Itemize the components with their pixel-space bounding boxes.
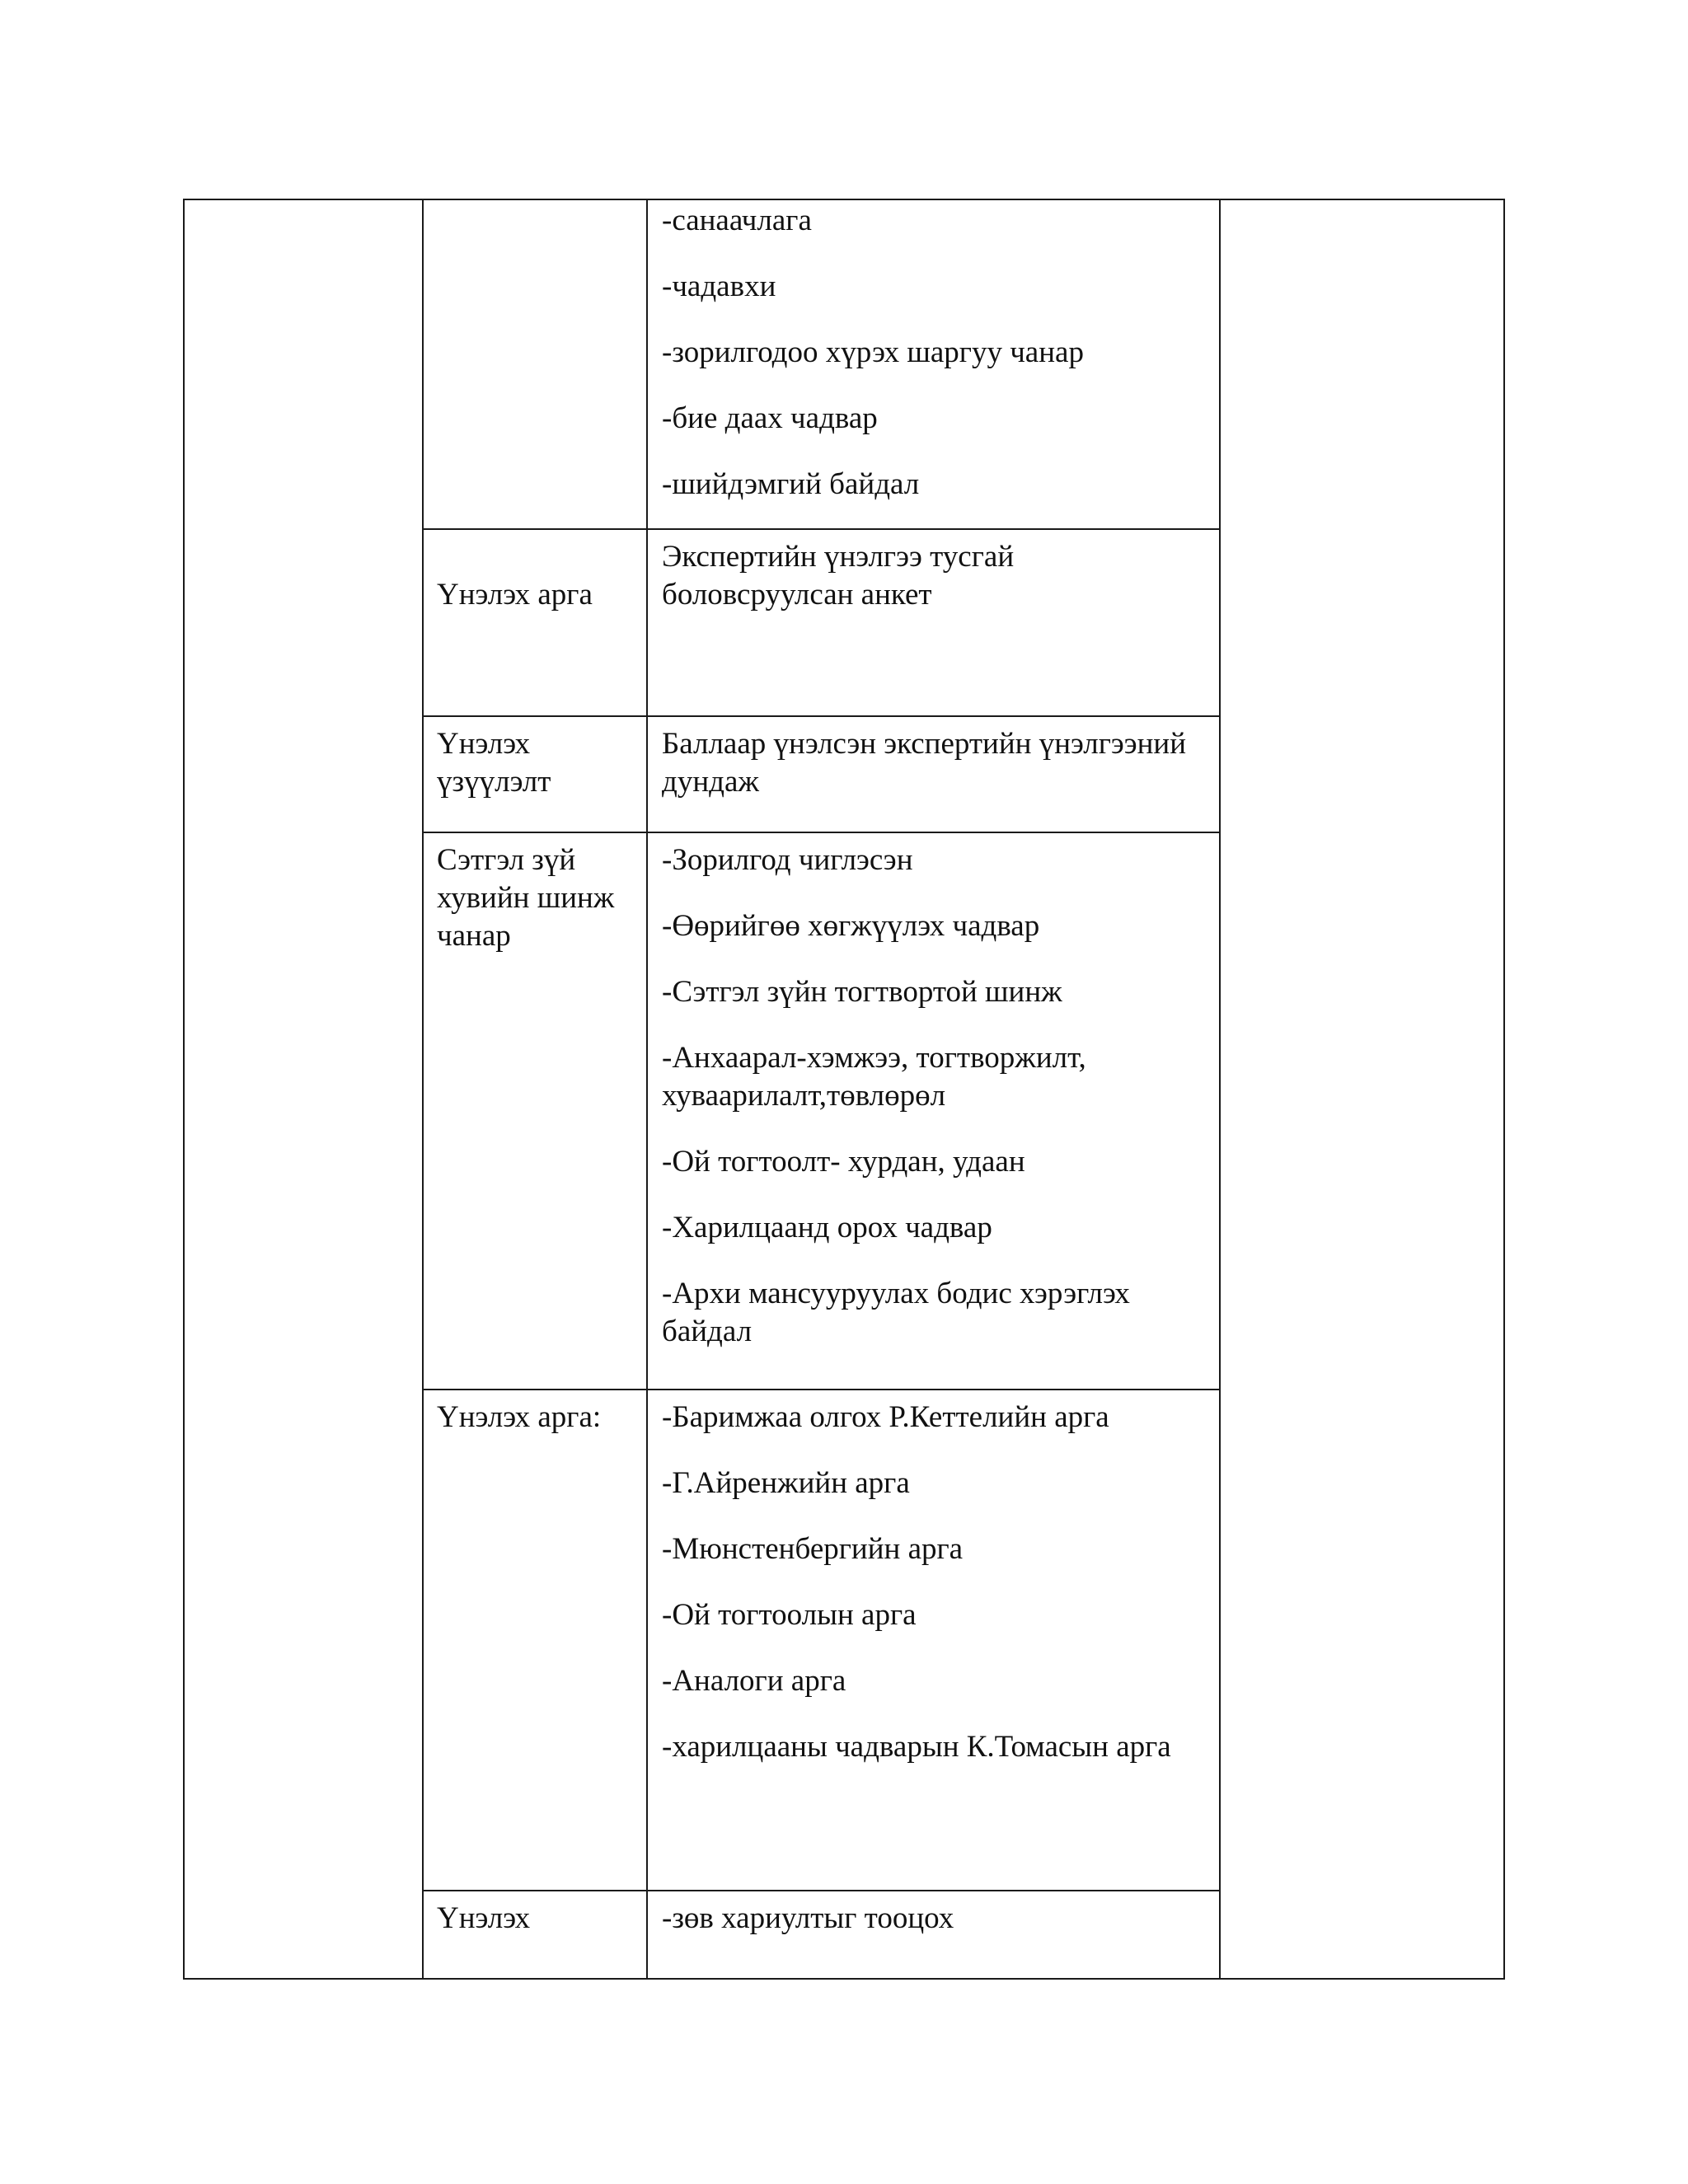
list-item: -зорилгодоо хүрэх шаргуу чанар (662, 335, 1084, 369)
list-item: -Аналоги арга (662, 1664, 846, 1698)
row-content-cell (647, 1891, 1220, 1979)
list-item: -Сэтгэл зүйн тогтвортой шинж (662, 975, 1062, 1009)
row-label: Үнэлэх (437, 1901, 531, 1935)
right-empty-column (1220, 199, 1504, 1979)
row-content-cell (647, 1390, 1220, 1891)
list-item: -Ой тогтоолт- хурдан, удаан (662, 1145, 1025, 1179)
list-item: -Анхаарал-хэмжээ, тогтворжилт, хуваарилалт,төвлөрөл (662, 1041, 1086, 1113)
assessment-table (183, 199, 1505, 1980)
row-label-cell (423, 716, 647, 832)
list-item: -санаачлага (662, 204, 812, 237)
row-content-cell (647, 832, 1220, 1390)
row-content-cell (647, 716, 1220, 832)
cell-text: Экспертийн үнэлгээ тусгай боловсруулсан анкет (662, 540, 1015, 612)
list-item: -Г.Айренжийн арга (662, 1466, 910, 1500)
list-item: -Баримжаа олгох Р.Кеттелийн арга (662, 1400, 1109, 1434)
row-content-cell (647, 529, 1220, 716)
list-item: -шийдэмгий байдал (662, 467, 920, 501)
list-item: -Өөрийгөө хөгжүүлэх чадвар (662, 909, 1040, 943)
row-label-cell (423, 199, 647, 529)
list-item: -чадавхи (662, 269, 776, 303)
list-item: -бие даах чадвар (662, 401, 878, 435)
list-item: -харилцааны чадварын К.Томасын арга (662, 1730, 1171, 1764)
row-content-cell (647, 199, 1220, 529)
list-item: -Ой тогтоолын арга (662, 1598, 917, 1632)
table-row (184, 199, 1504, 529)
row-label-cell (423, 832, 647, 1390)
list-item: -Мюнстенбергийн арга (662, 1532, 964, 1566)
row-label-cell (423, 529, 647, 716)
list-item: -Архи мансууруулах бодис хэрэглэх байдал (662, 1277, 1130, 1348)
list-item: -Харилцаанд орох чадвар (662, 1211, 992, 1244)
list-item: -Зорилгод чиглэсэн (662, 843, 913, 877)
cell-text: Баллаар үнэлсэн экспертийн үнэлгээний дундаж (662, 727, 1187, 799)
left-empty-column (184, 199, 423, 1979)
row-label: Үнэлэх арга: (437, 1400, 602, 1434)
row-label-cell (423, 1390, 647, 1891)
row-label-cell (423, 1891, 647, 1979)
cell-text: -зөв хариултыг тооцох (662, 1901, 954, 1935)
row-label: Сэтгэл зүй хувийн шинж чанар (437, 843, 615, 953)
row-label: Үнэлэх үзүүлэлт (437, 727, 551, 799)
row-label: Үнэлэх арга (437, 578, 593, 612)
